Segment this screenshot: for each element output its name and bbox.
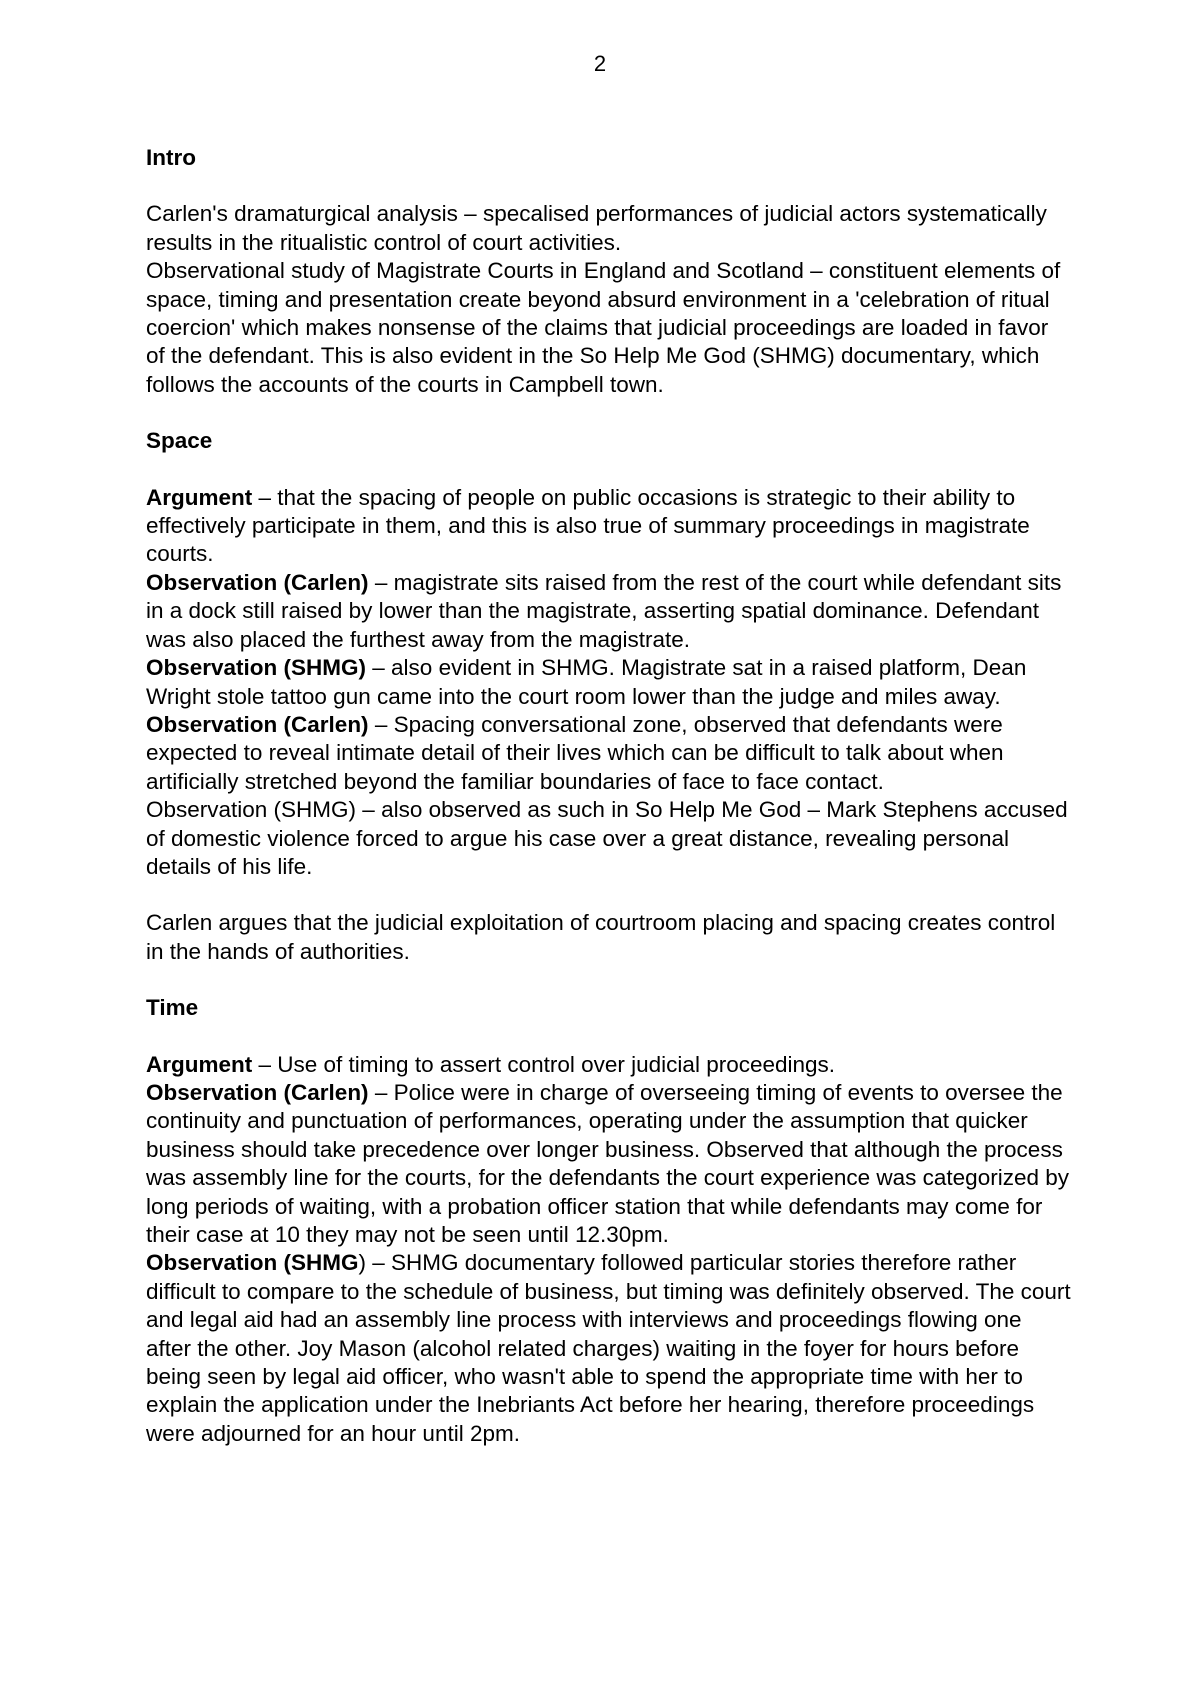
intro-paragraph: Carlen's dramaturgical analysis – specalised performances of judicial actors systematically results in the ritualistic control of court activities. (146, 201, 1047, 255)
space-observation (146, 654, 1071, 711)
item-text: – that the spacing of people on public occasions is strategic to their ability to effectively participate in them, and this is also true of summary proceedings in magistrate courts. (146, 484, 1030, 567)
item-text: – Spacing conversational zone, observed that defendants were expected to reveal intimate detail of their lives which can be difficult to talk about when artificially stretched beyond the familiar boundaries of face to face contact. (146, 711, 1004, 794)
item-text: – Use of timing to assert control over judicial proceedings. (252, 1051, 836, 1077)
item-text: ) – SHMG documentary followed particular stories therefore rather difficult to compare to the schedule of business, but timing was definitely observed. The court and legal aid had an assembly line process with interviews and proceedings flowing one after the other. Joy Mason (alcohol related charges) waiting in the foyer for hours before being seen by legal aid officer, who wasn't able to spend the appropriate time with her to explain the application under the Inebriants Act before her hearing, therefore proceedings were adjourned for an hour until 2pm. (146, 1250, 1071, 1446)
document-body (146, 144, 1071, 1476)
time-observation (146, 1249, 1071, 1448)
item-text: – also evident in SHMG. Magistrate sat in a raised platform, Dean Wright stole tattoo gun came into the court room lower than the judge and miles away. (146, 655, 1027, 709)
time-section (146, 1051, 1071, 1449)
item-text: – magistrate sits raised from the rest of the court while defendant sits in a dock still raised by lower than the magistrate, asserting spatial dominance. Defendant was also placed the furthest away from the magistrate. (146, 569, 1062, 652)
intro-section (146, 200, 1071, 399)
intro-heading: Intro (146, 145, 196, 170)
item-label: Observation (SHMG (146, 1250, 359, 1276)
space-observation-plain: Observation (SHMG) – also observed as such in So Help Me God – Mark Stephens accused of domestic violence forced to argue his case over a great distance, revealing personal details of his life. (146, 797, 1068, 879)
item-text: – Police were in charge of overseeing timing of events to oversee the continuity and punctuation of performances, operating under the assumption that quicker business should take precedence over longer business. Observed that although the process was assembly line for the courts, for the defendants the court experience was categorized by long periods of waiting, with a probation officer station that while defendants may come for their case at 10 they may not be seen until 12.30pm. (146, 1079, 1069, 1247)
time-observation (146, 1079, 1071, 1249)
space-observation (146, 569, 1071, 654)
item-label: Argument (146, 484, 253, 510)
space-section (146, 484, 1071, 882)
intro-paragraph: Observational study of Magistrate Courts in England and Scotland – constituent elements of space, timing and presentation create beyond absurd environment in a 'celebration of ritual coercion' which makes nonsense of the claims that judicial proceedings are loaded in favor of the defendant. This is also evident in the So Help Me God (SHMG) documentary, which follows the accounts of the courts in Campbell town. (146, 258, 1061, 397)
space-heading: Space (146, 428, 213, 454)
item-label: Observation (Carlen) (146, 1079, 369, 1105)
page-number: 2 (593, 51, 607, 76)
item-label: Observation (SHMG) (146, 655, 367, 681)
item-label: Observation (Carlen) (146, 569, 369, 595)
time-heading: Time (146, 995, 199, 1021)
space-observation (146, 711, 1071, 796)
space-conclusion: Carlen argues that the judicial exploitation of courtroom placing and spacing creates control in the hands of authorities. (146, 910, 1056, 964)
time-argument (146, 1051, 1071, 1079)
item-label: Argument (146, 1051, 253, 1077)
item-label: Observation (Carlen) (146, 711, 369, 737)
space-argument (146, 484, 1071, 569)
